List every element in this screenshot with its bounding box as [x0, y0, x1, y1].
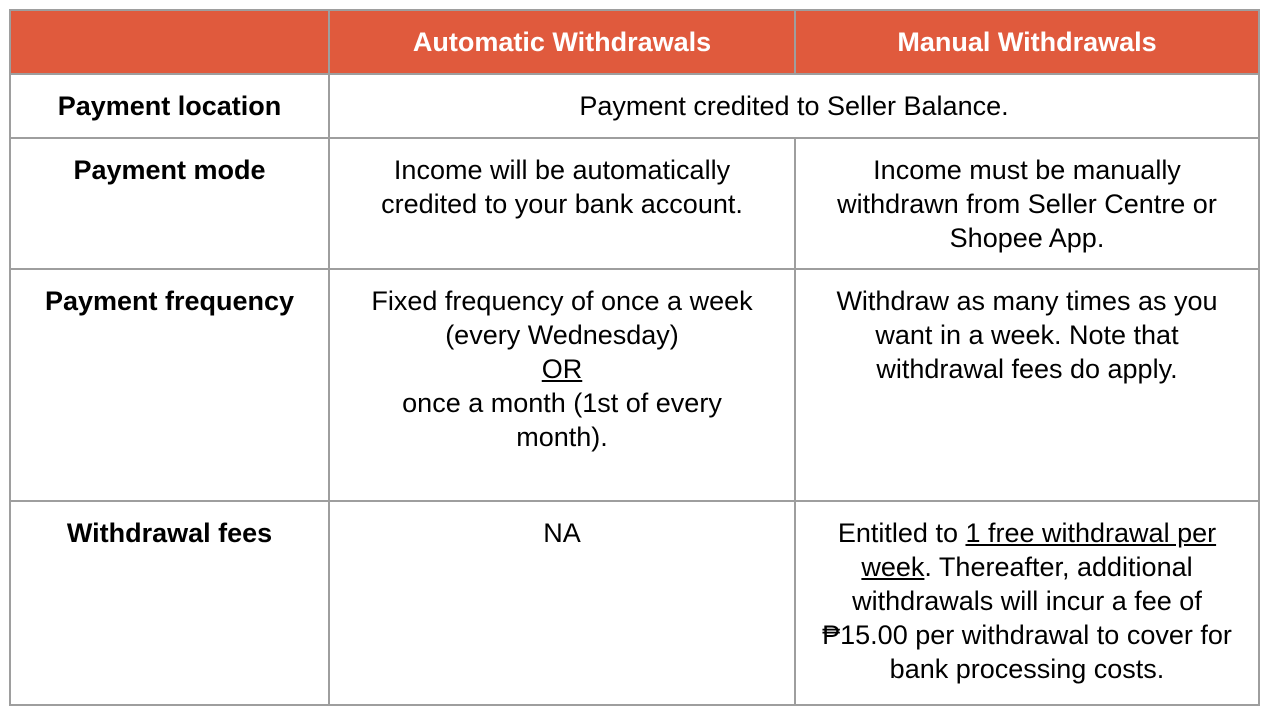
header-automatic-withdrawals: Automatic Withdrawals — [329, 10, 795, 74]
payment-frequency-manual-cell — [795, 269, 1259, 501]
payment-frequency-wednesday-text: (every Wednesday) — [445, 320, 679, 350]
payment-frequency-weekly-text: Fixed frequency of once a week — [371, 286, 753, 316]
payment-frequency-automatic-block — [330, 270, 794, 454]
withdrawal-fees-label: Withdrawal fees — [66, 518, 273, 548]
payment-mode-manual-text: Income must be manually withdrawn from Seller Centre or Shopee App. — [837, 155, 1217, 253]
row-label-payment-frequency — [10, 269, 329, 501]
payment-location-label: Payment location — [57, 91, 282, 121]
withdrawal-fees-manual-post: . Thereafter, additional withdrawals will incur a fee of ₱15.00 per withdrawal to cover for bank processing costs. — [822, 552, 1232, 684]
row-label-withdrawal-fees — [10, 501, 329, 705]
payment-frequency-manual-text: Withdraw as many times as you want in a week. Note that withdrawal fees do apply. — [836, 286, 1218, 384]
withdrawal-fees-automatic-text: NA — [543, 518, 581, 548]
row-label-payment-location — [10, 74, 329, 138]
payment-location-merged-cell — [329, 74, 1259, 138]
payment-mode-automatic-text: Income will be automatically credited to your bank account. — [381, 155, 743, 219]
withdrawal-fees-manual-cell — [795, 501, 1259, 705]
withdrawal-fees-automatic-cell — [329, 501, 795, 705]
withdrawal-fees-manual-block — [796, 502, 1258, 686]
row-withdrawal-fees — [10, 501, 1259, 705]
row-payment-location — [10, 74, 1259, 138]
payment-location-value: Payment credited to Seller Balance. — [579, 91, 1009, 121]
row-payment-mode — [10, 138, 1259, 269]
payment-frequency-monthly-text: once a month (1st of every month). — [402, 388, 722, 452]
payment-mode-automatic-cell — [329, 138, 795, 269]
payment-mode-label: Payment mode — [73, 155, 266, 185]
withdrawal-fees-free-withdrawal-text: 1 free withdrawal per week — [861, 518, 1217, 582]
header-row — [10, 10, 1259, 74]
withdrawal-fees-manual-pre: Entitled to — [837, 518, 966, 548]
row-payment-frequency — [10, 269, 1259, 501]
payment-mode-manual-cell — [795, 138, 1259, 269]
row-label-payment-mode — [10, 138, 329, 269]
header-manual-withdrawals: Manual Withdrawals — [795, 10, 1259, 74]
withdrawal-comparison-table — [9, 9, 1260, 706]
header-blank-cell — [10, 10, 329, 74]
payment-frequency-or-text: OR — [541, 354, 583, 384]
payment-frequency-label: Payment frequency — [44, 286, 295, 316]
payment-frequency-automatic-cell — [329, 269, 795, 501]
